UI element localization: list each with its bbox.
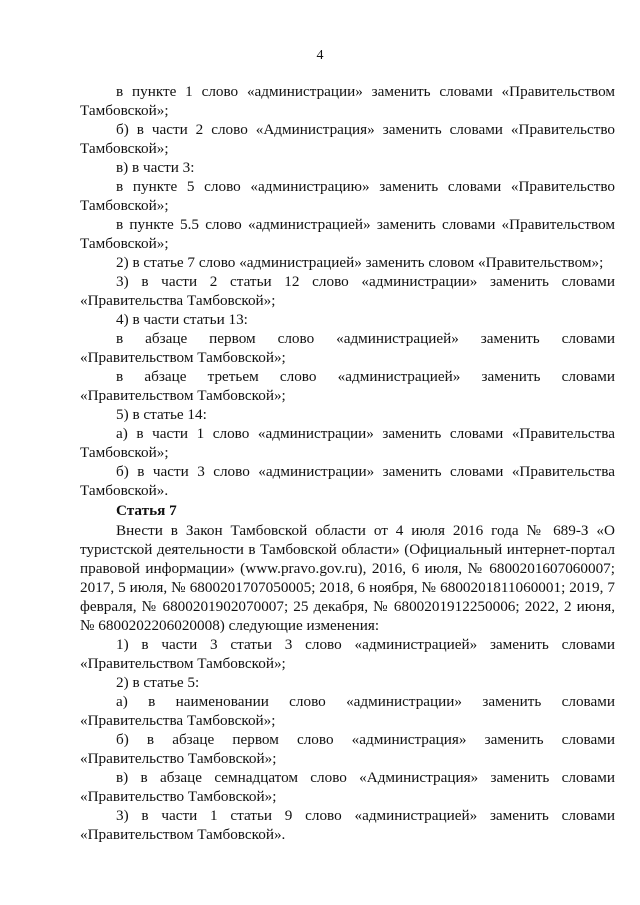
paragraph: б) в части 2 слово «Администрация» заменить словами «Правительство Тамбовской»; bbox=[80, 121, 615, 157]
amendments-block-2 bbox=[80, 521, 615, 844]
paragraph: а) в наименовании слово «администрации» заменить словами «Правительства Тамбовской»; bbox=[80, 693, 615, 729]
paragraph: а) в части 1 слово «администрации» заменить словами «Правительства Тамбовской»; bbox=[80, 425, 615, 461]
paragraph: в пункте 1 слово «администрации» заменить словами «Правительством Тамбовской»; bbox=[80, 83, 615, 119]
paragraph: в) в абзаце семнадцатом слово «Администрация» заменить словами «Правительство Тамбовской»; bbox=[80, 769, 615, 805]
paragraph: 2) в статье 5: bbox=[116, 674, 200, 691]
paragraph: в пункте 5.5 слово «администрацией» заменить словами «Правительством Тамбовской»; bbox=[80, 216, 615, 252]
paragraph: 4) в части статьи 13: bbox=[116, 311, 248, 328]
amendments-block-1 bbox=[80, 82, 615, 500]
paragraph: 3) в части 2 статьи 12 слово «администрации» заменить словами «Правительства Тамбовской»; bbox=[80, 273, 615, 309]
paragraph: в пункте 5 слово «администрацию» заменить словами «Правительство Тамбовской»; bbox=[80, 178, 615, 214]
paragraph: в) в части 3: bbox=[116, 159, 195, 176]
paragraph: в абзаце третьем слово «администрацией» заменить словами «Правительством Тамбовской»; bbox=[80, 368, 615, 404]
paragraph: в абзаце первом слово «администрацией» заменить словами «Правительством Тамбовской»; bbox=[80, 330, 615, 366]
page-number: 4 bbox=[316, 48, 324, 63]
paragraph: 2) в статье 7 слово «администрацией» заменить словом «Правительством»; bbox=[116, 254, 604, 271]
paragraph: б) в части 3 слово «администрации» заменить словами «Правительства Тамбовской». bbox=[80, 463, 615, 499]
paragraph: 3) в части 1 статьи 9 слово «администрацией» заменить словами «Правительством Тамбовской». bbox=[80, 807, 615, 843]
paragraph: б) в абзаце первом слово «администрация» заменить словами «Правительство Тамбовской»; bbox=[80, 731, 615, 767]
paragraph: 1) в части 3 статьи 3 слово «администрацией» заменить словами «Правительством Тамбовской»; bbox=[80, 636, 615, 672]
article-heading: Статья 7 bbox=[116, 502, 177, 519]
intro-paragraph: Внести в Закон Тамбовской области от 4 июля 2016 года № 689-З «О туристской деятельности в Тамбовской области» (Официальный интернет-портал правовой информации» (www.pravo.gov.ru), 2016, 6 июля, № 6800201607060007; 2017, 5 июля, № 6800201707050005; 2018, 6 ноября, № 6800201811060001; 2019, 7 февраля, № 6800201902070007; 25 декабря, № 6800201912250006; 2022, 2 июня, № 6800202206020008) следующие изменения: bbox=[80, 522, 615, 634]
paragraph: 5) в статье 14: bbox=[116, 406, 207, 423]
